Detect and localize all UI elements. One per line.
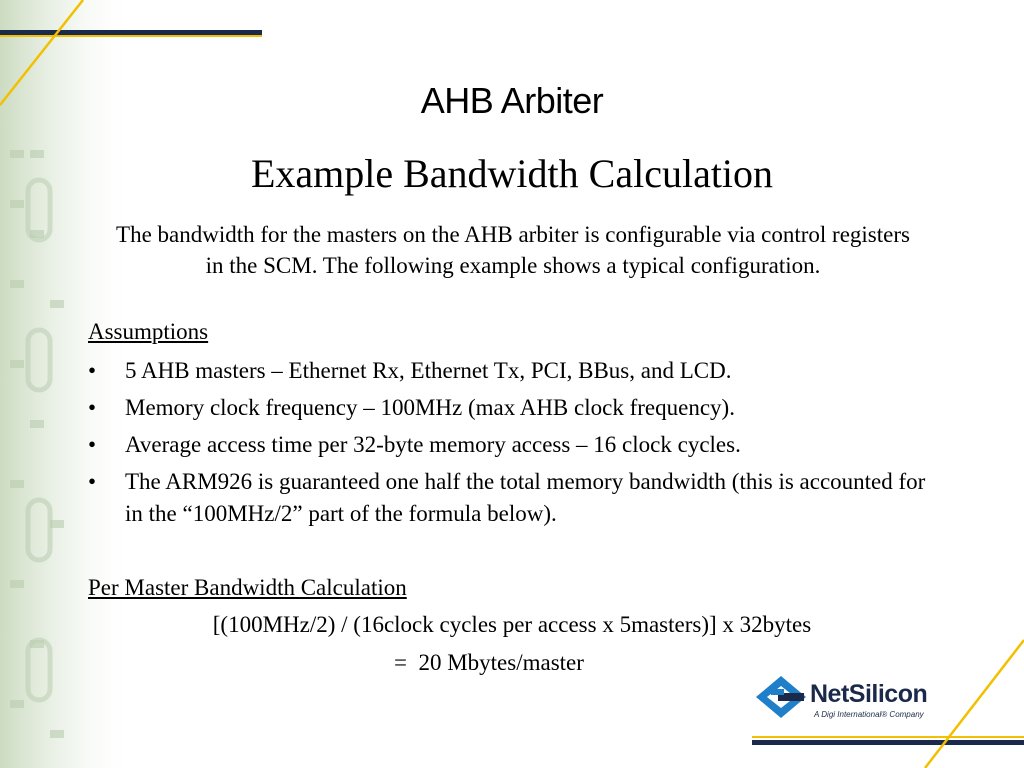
top-gold-line [0,35,262,37]
formula: [(100MHz/2) / (16clock cycles per access x 5masters)] x 32bytes [212,612,812,637]
bullet-icon: • [88,469,97,494]
logo-tagline: A Digi International® Company [814,710,924,719]
bottom-gold-line [752,736,1024,738]
list-item [88,466,948,530]
list-item [88,429,948,461]
list-item-text: Average access time per 32-byte memory access – 16 clock cycles. [125,432,741,457]
calculation-heading: Per Master Bandwidth Calculation [88,575,407,600]
list-item-text: The ARM926 is guaranteed one half the total memory bandwidth (this is accounted for in the “100MHz/2” part of the formula below). [125,469,926,526]
list-item [88,392,948,424]
assumptions-list [88,355,948,535]
netsilicon-logo-icon [754,674,808,720]
intro-paragraph: The bandwidth for the masters on the AHB arbiter is configurable via control registers in the SCM. The following example shows a typical configuration. [116,222,910,278]
bullet-icon: • [88,358,97,383]
logo-name: NetSilicon [810,680,928,708]
netsilicon-logo [754,674,954,724]
bullet-icon: • [88,432,97,457]
formula-result: = 20 Mbytes/master [394,650,584,675]
top-navy-line [0,30,262,35]
list-item [88,355,948,387]
bullet-icon: • [88,395,97,420]
assumptions-heading: Assumptions [88,319,209,344]
list-item-text: 5 AHB masters – Ethernet Rx, Ethernet Tx, PCI, BBus, and LCD. [125,358,732,383]
bottom-navy-line [752,740,1024,745]
slide-title: AHB Arbiter [420,80,604,121]
list-item-text: Memory clock frequency – 100MHz (max AHB clock frequency). [125,395,735,420]
slide-subtitle: Example Bandwidth Calculation [250,151,774,196]
